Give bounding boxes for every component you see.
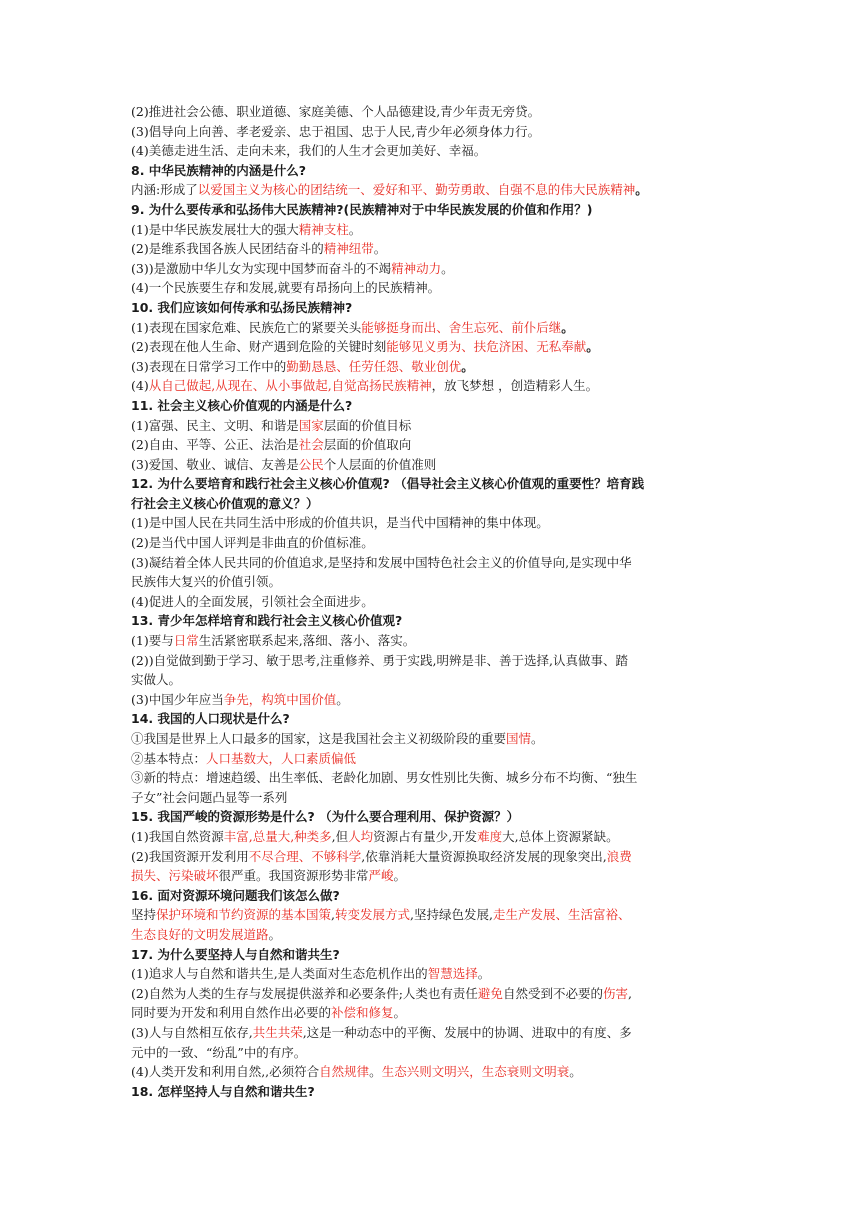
text-segment: 。 — [635, 182, 648, 198]
highlight-text: 勤勤恳恳、任劳任怨、敬业创优 — [286, 358, 462, 374]
question-heading — [131, 396, 731, 416]
text-line — [131, 690, 731, 710]
highlight-text: 国家 — [298, 417, 324, 433]
text-line — [131, 357, 731, 377]
text-line — [131, 768, 731, 788]
text-segment: (1)是中华民族发展壮大的强大 — [131, 221, 299, 237]
highlight-text: 生态兴则文明兴，生态衰则文明衰 — [381, 1064, 570, 1080]
highlight-text: 不尽合理、不够科学 — [248, 848, 362, 864]
text-segment: 9. 为什么要传承和弘扬伟大民族精神?(民族精神对于中华民族发展的价值和作用？) — [131, 201, 593, 217]
document-body — [131, 102, 731, 1101]
text-line — [131, 318, 731, 338]
text-line — [131, 455, 731, 475]
text-segment: 。 — [336, 691, 349, 707]
question-heading — [131, 709, 731, 729]
text-line — [131, 729, 731, 749]
text-segment: (1)要与 — [131, 633, 174, 649]
text-segment: ②基本特点： — [131, 750, 207, 766]
text-segment: 很严重。我国资源形势非常 — [218, 868, 369, 884]
text-segment: 坚持 — [131, 907, 157, 923]
highlight-text: 人口基数大，人口素质偏低 — [206, 750, 357, 766]
text-line — [131, 533, 731, 553]
text-segment: 大,总体上资源紧缺。 — [502, 828, 619, 844]
text-segment: 元中的一致、“纷乱”中的有序。 — [131, 1044, 307, 1060]
text-line — [131, 220, 731, 240]
text-line — [131, 239, 731, 259]
text-segment: ,依靠消耗大量资源换取经济发展的现象突出, — [361, 848, 607, 864]
text-line — [131, 180, 731, 200]
question-heading — [131, 494, 731, 514]
text-segment: (2)自由、平等、公正、法治是 — [131, 437, 299, 453]
text-line — [131, 827, 731, 847]
highlight-text: 损失、污染破坏 — [131, 868, 219, 884]
text-line — [131, 651, 731, 671]
text-line — [131, 1043, 731, 1063]
highlight-text: 严峻 — [368, 868, 394, 884]
highlight-text: 以爱国主义为核心的团结统一、爱好和平、勤劳勇敢、自强不息的伟大民族精神 — [197, 182, 636, 198]
text-segment: 资源占有量少,开发 — [373, 828, 478, 844]
text-segment: 实做人。 — [131, 672, 182, 688]
text-segment: ,但 — [331, 828, 349, 844]
highlight-text: 丰富,总量大,种类多 — [223, 828, 332, 844]
text-line — [131, 788, 731, 808]
text-segment: ，放飞梦想 ，创造精彩人生。 — [431, 378, 599, 394]
highlight-text: 走生产发展、生活富裕、 — [492, 907, 631, 923]
text-segment: (1)富强、民主、文明、和谐是 — [131, 417, 299, 433]
text-segment: 10. 我们应该如何传承和弘扬民族精神? — [131, 299, 353, 315]
text-segment: (2)推进社会公德、职业道德、家庭美德、个人品德建设,青少年责无旁贷。 — [131, 104, 541, 119]
text-segment: , — [331, 907, 336, 923]
text-line — [131, 572, 731, 592]
text-segment: 。 — [348, 221, 362, 237]
highlight-text: 国情 — [506, 731, 532, 746]
highlight-text: 补偿和修复 — [331, 1005, 394, 1021]
text-line — [131, 905, 731, 925]
highlight-text: 精神支柱 — [298, 221, 349, 237]
text-line — [131, 259, 731, 279]
text-segment: (2))自觉做到勤于学习、敏于思考,注重修养、勇于实践,明辨是非、善于选择,认真做事、踏 — [131, 652, 629, 668]
text-segment: (1)是中国人民在共同生活中形成的价值共识，是当代中国精神的集中体现。 — [131, 515, 549, 531]
text-segment: (3)中国少年应当 — [131, 691, 224, 707]
text-segment: 。 — [586, 339, 599, 355]
text-segment: 8. 中华民族精神的内涵是什么? — [131, 162, 307, 178]
text-segment: 14. 我国的人口现状是什么? — [131, 711, 290, 727]
highlight-text: 生态良好的文明发展道路 — [131, 926, 269, 942]
text-segment: 。 — [393, 868, 407, 884]
text-segment: 17. 为什么要坚持人与自然和谐共生? — [131, 946, 340, 962]
text-segment: 。 — [531, 731, 544, 746]
text-line — [131, 984, 731, 1004]
text-segment: 。 — [441, 260, 454, 276]
text-line — [131, 592, 731, 612]
text-line — [131, 631, 731, 651]
text-segment: (3)倡导向上向善、孝老爱亲、忠于祖国、忠于人民,青少年必须身体力行。 — [131, 123, 541, 139]
text-line — [131, 1003, 731, 1023]
text-segment: (2)自然为人类的生存与发展提供滋养和必要条件;人类也有责任 — [131, 985, 478, 1001]
text-segment: (4) — [131, 378, 149, 394]
text-segment: (2)表现在他人生命、财产遇到危险的关键时刻 — [131, 339, 387, 355]
text-segment: 16. 面对资源环境问题我们该怎么做? — [131, 887, 340, 903]
text-line — [131, 1062, 731, 1082]
question-heading — [131, 298, 731, 318]
highlight-text: 难度 — [477, 828, 503, 844]
text-segment: (4)一个民族要生存和发展,就要有昂扬向上的民族精神。 — [131, 280, 441, 296]
text-line — [131, 553, 731, 573]
text-segment: ,坚持绿色发展, — [410, 907, 493, 923]
text-line — [131, 122, 731, 142]
text-segment: ③新的特点：增速趋缓、出生率低、老龄化加剧、男女性别比失衡、城乡分布不均衡、“独生 — [131, 770, 638, 786]
text-segment: (3)人与自然相互依存, — [131, 1024, 253, 1040]
text-segment: 内涵:形成了 — [131, 182, 198, 198]
text-segment: ①我国是世界上人口最多的国家，这是我国社会主义初级阶段的重要 — [131, 731, 507, 746]
text-segment: 层面的价值取向 — [323, 437, 412, 453]
text-segment: (2)我国资源开发利用 — [131, 848, 249, 864]
text-segment: (1)表现在国家危难、民族危亡的紧要关头 — [131, 319, 362, 335]
text-segment: (4)美德走进生活、走向未来，我们的人生才会更加美好、幸福。 — [131, 143, 487, 159]
highlight-text: 避免 — [477, 985, 503, 1001]
highlight-text: 智慧选择 — [427, 966, 478, 982]
text-segment: 。 — [477, 966, 491, 982]
highlight-text: 伤害 — [602, 985, 628, 1001]
text-segment: 生活紧密联系起来,落细、落小、落实。 — [198, 633, 416, 649]
text-segment: (4)人类开发和利用自然,,必须符合 — [131, 1064, 320, 1080]
text-segment: 子女”社会问题凸显等一系列 — [131, 789, 288, 805]
highlight-text: 转变发展方式 — [335, 907, 411, 923]
text-line — [131, 1023, 731, 1043]
text-segment: 层面的价值目标 — [323, 417, 412, 433]
text-segment: (3)爱国、敬业、诚信、友善是 — [131, 456, 299, 472]
highlight-text: 精神纽带 — [323, 241, 374, 257]
text-segment: (4)促进人的全面发展，引领社会全面进步。 — [131, 593, 374, 609]
question-heading — [131, 474, 731, 494]
highlight-text: 共生共荣 — [252, 1024, 303, 1040]
text-segment: 民族伟大复兴的价值引领。 — [131, 574, 282, 590]
text-segment: (1)追求人与自然和谐共生,是人类面对生态危机作出的 — [131, 966, 428, 982]
text-segment: (2)是维系我国各族人民团结奋斗的 — [131, 241, 324, 257]
text-line — [131, 102, 731, 122]
highlight-text: 争先，构筑中国价值 — [223, 691, 337, 707]
text-segment: 。 — [569, 1064, 582, 1080]
text-line — [131, 337, 731, 357]
highlight-text: 能够挺身而出、舍生忘死、前仆后继 — [361, 319, 562, 335]
text-segment: 。 — [561, 319, 574, 335]
highlight-text: 人均 — [348, 828, 374, 844]
text-segment: 13. 青少年怎样培育和践行社会主义核心价值观? — [131, 613, 403, 629]
text-line — [131, 847, 731, 867]
highlight-text: 浪费 — [606, 848, 632, 864]
text-segment: (3))是激励中华儿女为实现中国梦而奋斗的不竭 — [131, 260, 392, 276]
highlight-text: 公民 — [298, 456, 324, 472]
highlight-text: 从自己做起,从现在、从小事做起,自觉高扬民族精神 — [148, 378, 432, 394]
text-segment: 。 — [461, 358, 474, 374]
highlight-text: 社会 — [298, 437, 324, 453]
text-line — [131, 749, 731, 769]
question-heading — [131, 611, 731, 631]
text-segment: 。 — [268, 926, 282, 942]
text-segment: 。 — [369, 1064, 382, 1080]
text-segment: 同时要为开发和利用自然作出必要的 — [131, 1005, 332, 1021]
text-line — [131, 278, 731, 298]
text-segment: 。 — [393, 1005, 407, 1021]
highlight-text: 自然规律 — [319, 1064, 370, 1080]
text-segment: 18. 怎样坚持人与自然和谐共生? — [131, 1083, 315, 1099]
text-segment: (3)表现在日常学习工作中的 — [131, 358, 287, 374]
question-heading — [131, 886, 731, 906]
text-segment: 自然受到不必要的 — [502, 985, 603, 1001]
text-segment: 11. 社会主义核心价值观的内涵是什么? — [131, 397, 353, 413]
text-line — [131, 866, 731, 886]
text-segment: 12. 为什么要培育和践行社会主义核心价值观? （倡导社会主义核心价值观的重要性？培育践 — [131, 476, 645, 492]
text-segment: ,这是一种动态中的平衡、发展中的协调、进取中的有度、多 — [302, 1024, 632, 1040]
highlight-text: 精神动力 — [391, 260, 442, 276]
text-line — [131, 435, 731, 455]
text-segment: 个人层面的价值准则 — [323, 456, 437, 472]
question-heading — [131, 161, 731, 181]
text-line — [131, 670, 731, 690]
text-segment: 。 — [373, 241, 387, 257]
highlight-text: 日常 — [173, 633, 199, 649]
text-line — [131, 376, 731, 396]
text-segment: , — [627, 985, 632, 1001]
text-line — [131, 925, 731, 945]
question-heading — [131, 945, 731, 965]
text-segment: (2)是当代中国人评判是非曲直的价值标准。 — [131, 535, 374, 551]
text-segment: (1)我国自然资源 — [131, 828, 224, 844]
text-line — [131, 416, 731, 436]
highlight-text: 保护环境和节约资源的基本国策 — [156, 907, 332, 923]
text-segment: 15. 我国严峻的资源形势是什么? （为什么要合理利用、保护资源？） — [131, 809, 520, 825]
text-segment: (3)凝结着全体人民共同的价值追求,是坚持和发展中国特色社会主义的价值导向,是实现中华 — [131, 554, 632, 570]
text-line — [131, 964, 731, 984]
highlight-text: 能够见义勇为、扶危济困、无私奉献 — [386, 339, 587, 355]
text-line — [131, 141, 731, 161]
question-heading — [131, 807, 731, 827]
text-line — [131, 513, 731, 533]
question-heading — [131, 200, 731, 220]
text-segment: 行社会主义核心价值观的意义？） — [131, 495, 319, 511]
question-heading — [131, 1082, 731, 1102]
